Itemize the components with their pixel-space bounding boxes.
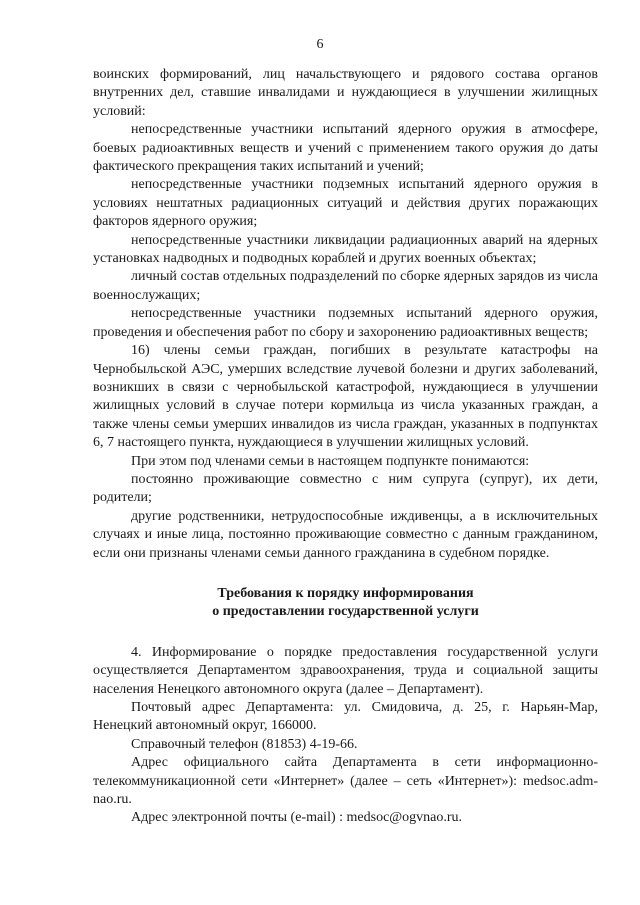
paragraph: личный состав отдельных подразделений по сборке ядерных зарядов из числа военнослужащих;: [93, 269, 598, 303]
paragraphs-top: [93, 66, 598, 563]
paragraph: непосредственные участники ликвидации радиационных аварий на ядерных установках надводных и подводных кораблей и других военных объектах;: [93, 232, 598, 267]
paragraph: непосредственные участники испытаний ядерного оружия в атмосфере, боевых радиоактивных веществ и учений с применением такого оружия до даты фактического прекращения таких испытаний и учений;: [93, 122, 598, 175]
paragraph: постоянно проживающие совместно с ним супруга (супруг), их дети, родители;: [93, 471, 598, 506]
section-heading: [93, 585, 598, 622]
paragraph: Справочный телефон (81853) 4-19-66.: [131, 736, 358, 752]
paragraphs-bottom: [93, 644, 598, 828]
paragraph: Почтовый адрес Департамента: ул. Смидовича, д. 25, г. Нарьян-Мар, Ненецкий автономный округ, 166000.: [93, 700, 598, 734]
paragraph: Адрес официального сайта Департамента в сети информационно-телекоммуникационной сети «Интернет» (далее – сеть «Интернет»): medsoc.adm-nao.ru.: [93, 755, 598, 808]
paragraph: 4. Информирование о порядке предоставления государственной услуги осуществляется Департаментом здравоохранения, труда и социальной защиты населения Ненецкого автономного округа (далее – Департамент).: [93, 644, 598, 697]
paragraph: 16) члены семьи граждан, погибших в результате катастрофы на Чернобыльской АЭС, умерших вследствие лучевой болезни и других заболеваний, возникших в связи с чернобыльской катастрофой, нуждающиеся в улучшении жилищных условий в случае потери кормильца из числа указанных граждан, а также члены семьи умерших инвалидов из числа граждан, указанных в подпунктах 6, 7 настоящего пункта, нуждающиеся в улучшении жилищных условий.: [93, 343, 598, 451]
paragraph: непосредственные участники подземных испытаний ядерного оружия, проведения и обеспечения работ по сбору и захоронению радиоактивных веществ;: [93, 306, 598, 340]
paragraph: другие родственники, нетрудоспособные иждивенцы, а в исключительных случаях и иные лица, постоянно проживающие совместно с данным гражданином, если они признаны членами семьи данного гражданина в судебном порядке.: [93, 508, 598, 561]
paragraph: непосредственные участники подземных испытаний ядерного оружия в условиях нештатных радиационных ситуаций и действия других поражающих факторов ядерного оружия;: [93, 177, 598, 230]
page-number: 6: [316, 37, 324, 52]
document-body: [93, 66, 598, 828]
paragraph: При этом под членами семьи в настоящем подпункте понимаются:: [131, 453, 530, 469]
paragraph: Адрес электронной почты (e-mail) : medsoc@ogvnao.ru.: [131, 810, 463, 826]
section-heading-line-1: Требования к порядку информирования: [217, 585, 474, 601]
section-heading-line-2: о предоставлении государственной услуги: [212, 604, 479, 620]
paragraph: воинских формирований, лиц начальствующего и рядового состава органов внутренних дел, ставшие инвалидами и нуждающиеся в улучшении жилищных условий:: [93, 67, 598, 119]
